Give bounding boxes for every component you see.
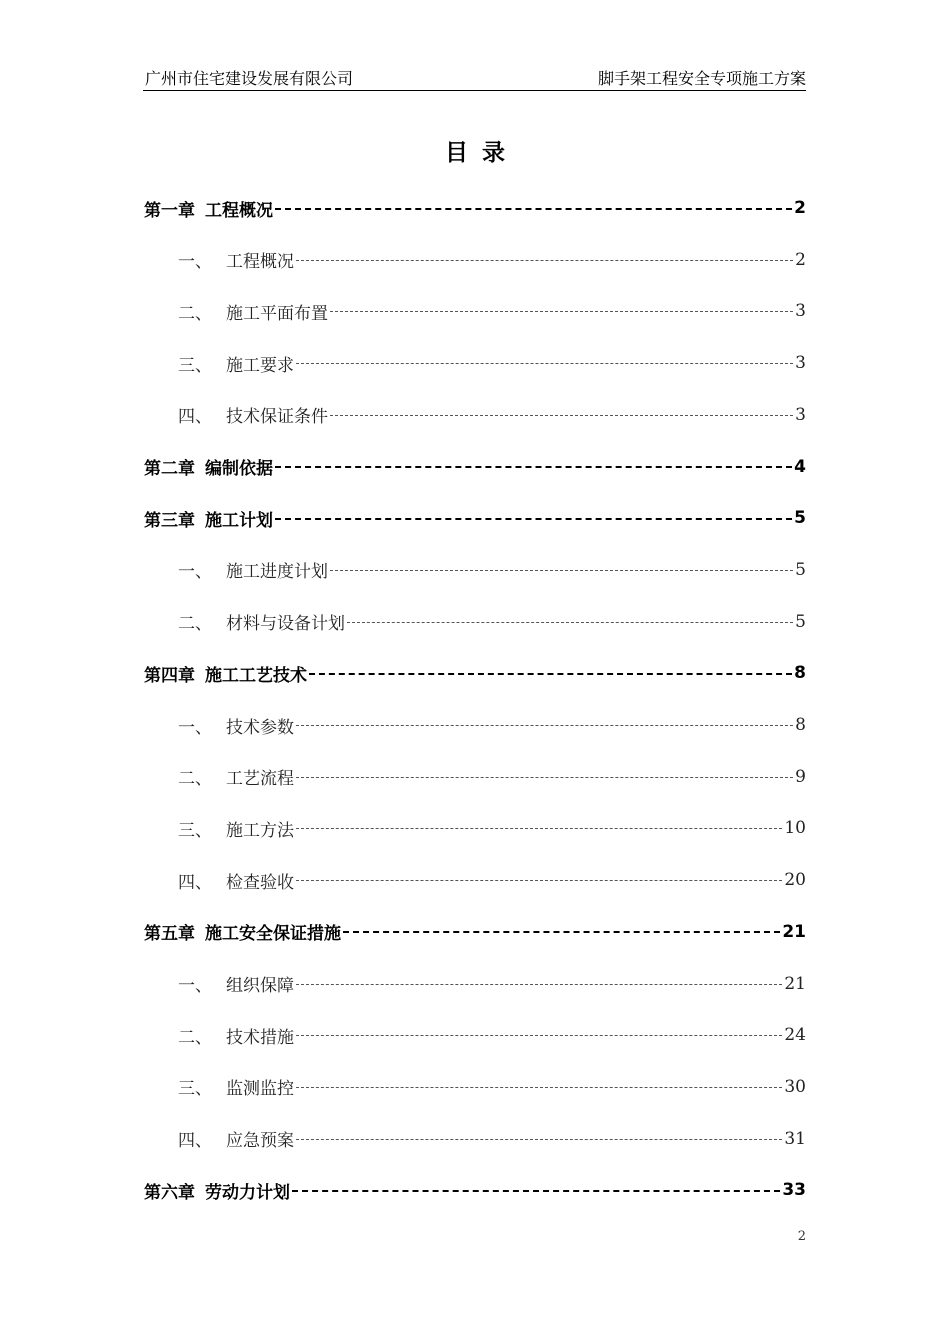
toc-entry-page: 21 [784, 973, 806, 994]
toc-entry-title: 应急预案 [226, 1131, 294, 1152]
toc-entry-page: 24 [784, 1025, 806, 1046]
toc-entry-title: 施工安全保证措施 [205, 924, 341, 945]
toc-dot-leader [330, 311, 793, 312]
toc-dot-leader [296, 777, 793, 778]
toc-entry-number: 一、 [178, 717, 212, 738]
toc-entry-page: 9 [795, 766, 806, 787]
page-header [143, 66, 806, 91]
toc-entry-page: 5 [794, 508, 806, 529]
toc-entry-number: 第三章 [144, 510, 195, 531]
toc-entry-page: 4 [794, 456, 806, 477]
toc-dot-leader [296, 828, 782, 829]
toc-section-entry[interactable] [144, 1069, 806, 1105]
toc-entry-number: 二、 [178, 1027, 212, 1048]
toc-dot-leader [275, 518, 792, 520]
toc-chapter-entry[interactable] [144, 449, 806, 485]
toc-entry-title: 施工平面布置 [226, 303, 328, 324]
toc-entry-page: 21 [782, 921, 806, 942]
toc-chapter-entry[interactable] [144, 500, 806, 536]
toc-entry-title: 监测监控 [226, 1079, 294, 1100]
toc-entry-number: 四、 [178, 1131, 212, 1152]
toc-chapter-entry[interactable] [144, 1172, 806, 1208]
toc-entry-number: 三、 [178, 1079, 212, 1100]
toc-entry-number: 一、 [178, 252, 212, 273]
toc-dot-leader [296, 363, 793, 364]
toc-entry-title: 劳动力计划 [205, 1182, 290, 1203]
toc-title: 目录 [445, 140, 519, 166]
toc-entry-title: 施工方法 [226, 820, 294, 841]
toc-entry-title: 施工要求 [226, 355, 294, 376]
toc-section-entry[interactable] [144, 604, 806, 640]
toc-dot-leader [296, 1087, 782, 1088]
page-number: 2 [797, 1229, 806, 1244]
toc-entry-title: 施工工艺技术 [205, 665, 307, 686]
toc-entry-number: 四、 [178, 872, 212, 893]
toc-section-entry[interactable] [144, 552, 806, 588]
toc-entry-number: 一、 [178, 562, 212, 583]
toc-dot-leader [296, 725, 793, 726]
toc-chapter-entry[interactable] [144, 655, 806, 691]
toc-entry-page: 10 [784, 818, 806, 839]
toc-entry-title: 检查验收 [226, 872, 294, 893]
toc-entry-number: 第二章 [144, 459, 195, 479]
toc-entry-title: 工艺流程 [226, 769, 294, 790]
toc-chapter-entry[interactable] [144, 914, 806, 950]
toc-dot-leader [296, 1035, 782, 1036]
toc-entry-number: 四、 [178, 407, 212, 428]
toc-entry-title: 组织保障 [226, 976, 294, 996]
toc-section-entry[interactable] [144, 810, 806, 846]
toc-section-entry[interactable] [144, 862, 806, 898]
toc-entry-title: 技术参数 [226, 717, 294, 738]
toc-dot-leader [296, 880, 782, 881]
toc-dot-leader [275, 466, 792, 468]
header-doc-title: 脚手架工程安全专项施工方案 [597, 69, 806, 88]
toc-entry-number: 三、 [178, 355, 212, 376]
toc-section-entry[interactable] [144, 707, 806, 743]
toc-dot-leader [330, 415, 793, 416]
toc-chapter-entry[interactable] [144, 190, 806, 226]
toc-dot-leader [309, 673, 792, 675]
toc-entry-number: 第六章 [144, 1182, 195, 1203]
toc-entry-title: 编制依据 [205, 459, 273, 479]
toc-entry-title: 施工进度计划 [226, 562, 328, 583]
toc-section-entry[interactable] [144, 1121, 806, 1157]
toc-section-entry[interactable] [144, 397, 806, 433]
toc-entry-number: 第五章 [144, 924, 195, 945]
toc-entry-page: 2 [795, 249, 806, 270]
toc-entry-page: 3 [795, 353, 806, 374]
toc-dot-leader [275, 208, 792, 210]
toc-entry-number: 二、 [178, 614, 212, 635]
toc-dot-leader [343, 931, 780, 933]
toc-entry-page: 5 [795, 559, 806, 580]
toc-dot-leader [292, 1190, 780, 1192]
toc-entry-page: 33 [782, 1180, 806, 1201]
toc-dot-leader [296, 260, 793, 261]
toc-dot-leader [296, 1139, 782, 1140]
toc-entry-page: 30 [784, 1076, 806, 1097]
toc-entry-number: 一、 [178, 976, 212, 996]
toc-dot-leader [347, 622, 793, 623]
toc-entry-page: 3 [795, 301, 806, 322]
toc-entry-title: 材料与设备计划 [226, 614, 345, 635]
toc-section-entry[interactable] [144, 293, 806, 329]
header-company: 广州市住宅建设发展有限公司 [145, 69, 354, 88]
toc-entry-page: 5 [795, 611, 806, 632]
toc-entry-page: 31 [784, 1128, 806, 1149]
toc-entry-page: 2 [794, 198, 806, 218]
toc-entry-title: 技术保证条件 [226, 407, 328, 428]
toc-entry-page: 3 [795, 404, 806, 425]
toc-dot-leader [296, 984, 782, 985]
toc-section-entry[interactable] [144, 966, 806, 1002]
toc-section-entry[interactable] [144, 759, 806, 795]
toc-section-entry[interactable] [144, 345, 806, 381]
toc-entry-page: 8 [795, 715, 806, 735]
toc-section-entry[interactable] [144, 242, 806, 278]
toc-entry-title: 施工计划 [205, 510, 273, 531]
toc-entry-number: 第四章 [144, 665, 195, 686]
toc-entry-number: 第一章 [144, 200, 195, 221]
toc-section-entry[interactable] [144, 1017, 806, 1053]
toc-entry-page: 8 [794, 663, 806, 684]
toc-entry-number: 二、 [178, 769, 212, 790]
toc-entry-title: 技术措施 [226, 1027, 294, 1048]
toc-entry-page: 20 [784, 870, 806, 891]
toc-entry-number: 三、 [178, 820, 212, 841]
toc-entry-number: 二、 [178, 303, 212, 324]
toc-dot-leader [330, 570, 793, 571]
toc-entry-title: 工程概况 [226, 252, 294, 273]
toc-entry-title: 工程概况 [205, 200, 273, 221]
